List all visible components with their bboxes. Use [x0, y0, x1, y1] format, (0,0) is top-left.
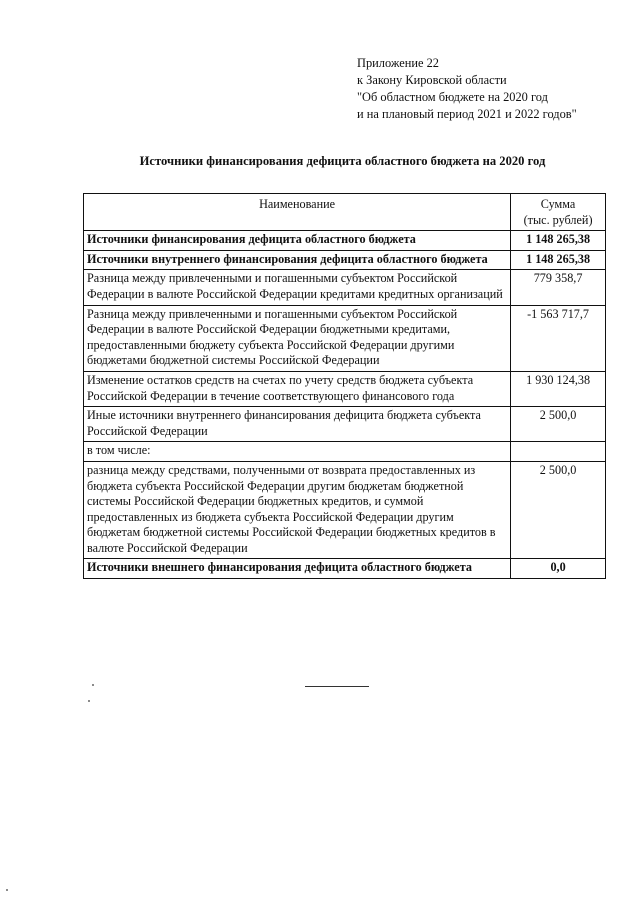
row-name: Источники внешнего финансирования дефицита областного бюджета — [84, 559, 511, 579]
scan-speck — [88, 700, 90, 702]
row-name: Источники внутреннего финансирования дефицита областного бюджета — [84, 250, 511, 270]
table-row — [84, 442, 606, 462]
appendix-line: "Об областном бюджете на 2020 год — [357, 90, 548, 104]
table-row — [84, 305, 606, 371]
header-name: Наименование — [84, 194, 511, 231]
closing-rule — [305, 686, 369, 687]
row-amount: -1 563 717,7 — [511, 305, 606, 371]
header-amount-label: Сумма — [540, 197, 576, 211]
row-name: Иные источники внутреннего финансирования дефицита бюджета субъекта Российской Федерации — [84, 407, 511, 442]
row-amount: 2 500,0 — [511, 407, 606, 442]
table-header-row — [84, 194, 606, 231]
row-name: разница между средствами, полученными от возврата предоставленных из бюджета субъекта Российской Федерации другим бюджетам бюджетной системы Российской Федерации бюджетных кредитов, и суммой предоставленных из бюджета субъекта Российской Федерации другим бюджетам бюджетной системы Российской Федерации бюджетных кредитов в валюте Российской Федерации — [84, 461, 511, 559]
row-name: Источники финансирования дефицита областного бюджета — [84, 231, 511, 251]
row-amount: 2 500,0 — [511, 461, 606, 559]
table-row — [84, 371, 606, 406]
scan-speck — [6, 889, 8, 891]
appendix-line: к Закону Кировской области — [357, 73, 507, 87]
header-amount-unit: (тыс. рублей) — [523, 212, 593, 227]
row-amount: 0,0 — [511, 559, 606, 579]
row-name: Изменение остатков средств на счетах по учету средств бюджета субъекта Российской Федерации в течение соответствующего финансового года — [84, 371, 511, 406]
row-amount: 1 148 265,38 — [511, 250, 606, 270]
table-row — [84, 407, 606, 442]
appendix-line: Приложение 22 — [357, 56, 439, 70]
row-name: Разница между привлеченными и погашенными субъектом Российской Федерации в валюте Российской Федерации бюджетными кредитами, предоставленными бюджету субъекта Российской Федерации другими бюджетами бюджетной системы Российской Федерации — [84, 305, 511, 371]
row-amount: 779 358,7 — [511, 270, 606, 305]
row-amount: 1 930 124,38 — [511, 371, 606, 406]
row-amount: 1 148 265,38 — [511, 231, 606, 251]
scan-speck — [92, 684, 94, 686]
row-name: в том числе: — [84, 442, 511, 462]
appendix-note — [357, 55, 577, 123]
appendix-line: и на плановый период 2021 и 2022 годов" — [357, 107, 577, 121]
document-title: Источники финансирования дефицита областного бюджета на 2020 год — [139, 154, 546, 168]
header-amount — [511, 194, 606, 231]
table-row — [84, 250, 606, 270]
table-row — [84, 559, 606, 579]
row-amount — [511, 442, 606, 462]
row-name: Разница между привлеченными и погашенными субъектом Российской Федерации в валюте Российской Федерации кредитами кредитных организаций — [84, 270, 511, 305]
table-row — [84, 461, 606, 559]
table-row — [84, 231, 606, 251]
table-row — [84, 270, 606, 305]
sources-table — [83, 193, 606, 579]
